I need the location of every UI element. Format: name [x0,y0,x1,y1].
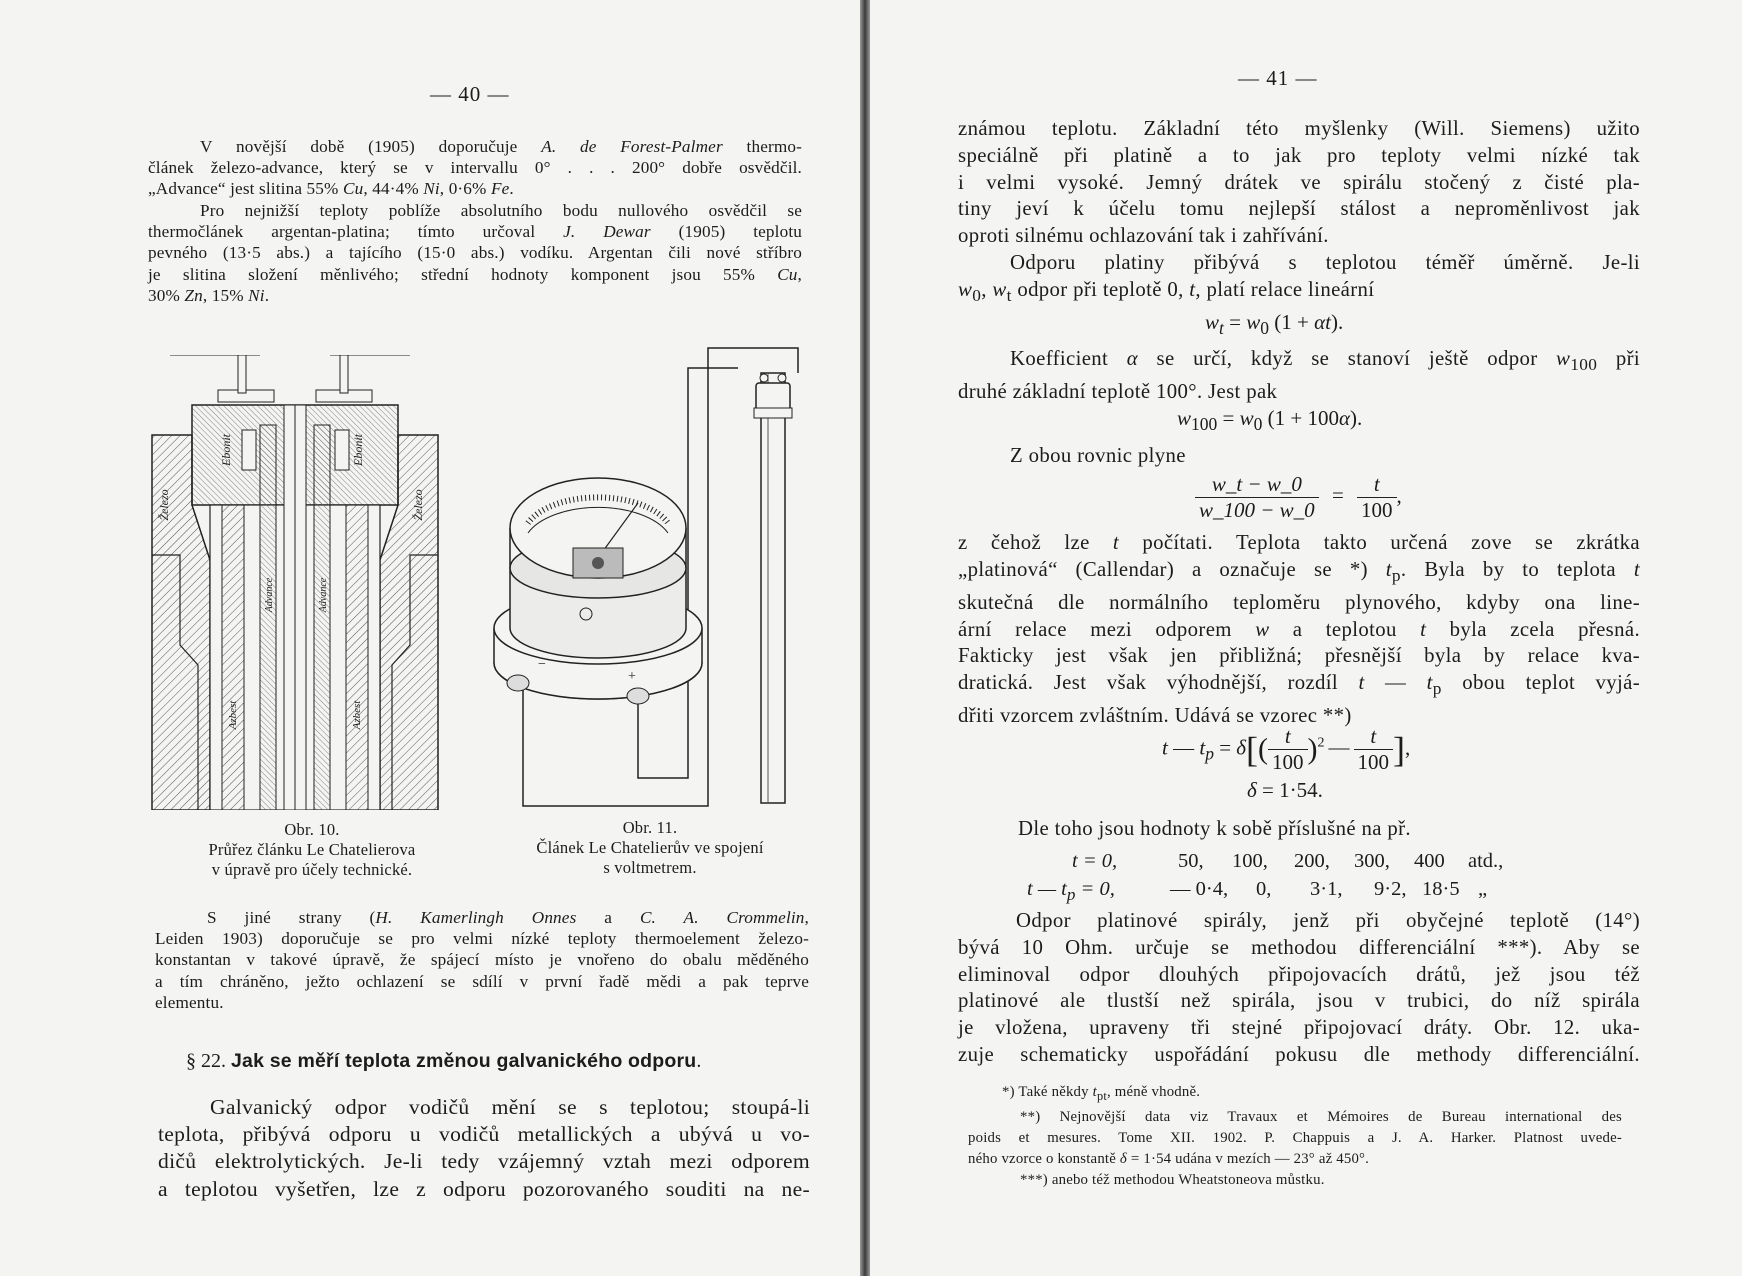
text-line: tiny jeví k účelu tomu nejlepší stálost a neproměnlivost jak [958,197,1640,221]
text-fragment: S jiné strany ( [207,908,376,927]
text-line: bývá 10 Ohm. určuje se methodou differenciální ***). Aby se [958,935,1640,959]
fraction-denominator: 100 [1272,750,1304,774]
math-subscript: p [1066,885,1076,905]
element-symbol: Ni [423,179,440,199]
text-fragment: ného vzorce o konstantě [968,1150,1120,1167]
element-symbol: Cu [342,179,364,199]
text-fragment: je slitina složení měnlivého; střední hodnoty komponent jsou 55% [148,264,778,284]
math-subscript: 0 [1260,318,1269,339]
table-cell: 200, [1294,850,1330,872]
text-fragment: — [1364,671,1427,695]
text-line: speciálně při platině a to jak pro teploty velmi nízké tak [958,143,1640,167]
section-heading [186,1050,701,1073]
element-symbol: Fe [490,179,510,199]
text-fragment: . [264,285,270,305]
text-line: Pro nejnižší teploty poblíže absolutního bodu nullového osvědčil se [200,201,802,220]
caption-line: Obr. 10. [284,820,340,839]
section-number: § 22. [186,1050,226,1072]
label-ebonit-left: Ebonit [219,434,233,466]
text-line: je vložena, upraveny tři stejné připojovací dráty. Obr. 12. uka- [958,1016,1640,1040]
math-symbol: t [1112,531,1120,554]
author-name: J. Dewar [563,222,651,242]
math-subscript: p [1391,565,1401,585]
text-line: platinové ale tlustší než spirála, jsou v trubici, do níž spirála [958,989,1640,1013]
text-line: dičů elektrolytických. Je-li tedy vzájemný vztah mezi odporem [158,1149,810,1174]
right-paragraph-1 [958,116,1640,250]
text-fragment: , platí relace lineární [1195,277,1375,301]
math-symbol: w [1255,617,1270,641]
page-number-left: — 40 — [430,82,510,106]
text-line: článek železo-advance, který se v intervallu 0° . . . 200° dobře osvědčil. [148,158,802,178]
math-symbol: t [1162,735,1168,760]
table-row-label [1027,878,1115,905]
footnote-3: ***) anebo též methodou Wheatstoneova můstku. [1020,1171,1325,1188]
page-number-right: — 41 — [1238,66,1318,90]
math-symbol: t [1199,735,1206,760]
text-fragment: thermočlánek argentan-platina; tímto určoval [148,222,564,242]
math-subscript: 100 [1570,355,1598,375]
left-paragraph-1 [148,136,802,200]
text-fragment: 30% [148,285,185,305]
fraction [1357,472,1397,523]
figure-11-caption [505,818,795,878]
text-fragment: , [804,908,809,927]
fraction-denominator: w_100 − w_0 [1199,498,1315,522]
math-symbol: t [1420,617,1427,641]
caption-line: Průřez článku Le Chatelierova [208,840,416,859]
text-fragment: dratická. Jest však výhodnější, rozdíl [958,671,1359,695]
math-symbol: w [1239,406,1254,430]
table-cell: „ [1478,878,1488,900]
formula-delta-value [1247,778,1323,803]
fraction-numerator: t [1354,724,1394,750]
svg-text:+: + [628,669,636,684]
table-cell: 9·2, [1374,878,1407,900]
fraction [1354,724,1394,775]
text-line: známou teplotu. Základní této myšlenky (Will. Siemens) užito [958,117,1640,140]
math-symbol: αt [1314,310,1331,334]
text-fragment: thermo- [722,137,802,156]
footnotes [968,1082,1622,1191]
text-fragment: počítati. Teplota takto určená zove se zkrátka [1119,531,1640,554]
label-zelezo-right: Železo [411,489,425,521]
math-operator: = [1256,778,1280,802]
text-line: a teplotou vyšetřen, lze z odporu pozorovaného souditi na ne- [158,1176,810,1201]
text-fragment: odpor při teplotě 0, [1011,277,1190,301]
caption-line: v úpravě pro účely technické. [211,860,413,879]
formula-quadratic [1162,724,1410,775]
svg-text:−: − [538,657,546,672]
label-advance-left: Advance [264,577,275,613]
author-name: C. A. Crommelin [639,908,805,927]
text-line: druhé základní teplotě 100°. Jest pak [958,379,1278,403]
text-line: pevného (13·5 abs.) a tajícího (15·0 abs.) vodíku. Argentan čili nové stříbro [148,243,802,263]
math-symbol: δ [1247,778,1257,802]
math-subscript: p [1432,679,1442,699]
text-fragment: se určí, když se stanoví ještě odpor [1137,347,1557,370]
footnote-2 [968,1149,1622,1170]
math-subscript: t [1219,318,1224,339]
bracket: ] [1393,729,1406,770]
figure-10-caption [182,820,442,880]
math-symbol: t [1092,1084,1097,1100]
figure-10-cross-section [150,355,440,810]
text-fragment: , [797,264,802,284]
right-paragraph-2 [958,250,1640,310]
bracket: ) [1307,732,1318,766]
text-fragment: ární relace mezi odporem [958,617,1256,641]
formula-w100 [1177,406,1362,435]
author-name: H. Kamerlingh Onnes [375,908,577,927]
right-paragraph-5 [958,530,1640,730]
formula-ratio [1195,472,1402,523]
table-cell: atd., [1468,850,1504,872]
fraction-numerator: t [1268,724,1308,750]
math-subscript: pt [1096,1088,1107,1103]
table-cell: 18·5 [1422,878,1460,900]
table-cell: 0, [1256,878,1272,900]
text-fragment: a teplotou [1269,617,1421,641]
text-fragment: , méně vhodně. [1106,1084,1201,1100]
math-symbol: t [1358,671,1365,695]
figure-11-voltmeter [488,328,808,808]
left-paragraph-2 [148,200,802,306]
math-operator: — [1167,735,1200,760]
label-advance-right: Advance [318,577,329,613]
math-symbol: δ [1119,1150,1127,1167]
fraction [1268,724,1308,775]
label-azbest-right: Azbest [351,700,363,730]
formula-linear-relation [1205,310,1343,339]
math-symbol: w [1177,406,1192,430]
table-cell: t = 0, [1072,850,1118,872]
math-operator: , [1405,735,1411,760]
text-line: teplota, přibývá odporu u vodičů metallických a ubývá u vo- [158,1122,810,1147]
section-title: Jak se měří teplota změnou galvanického odporu [231,1050,697,1072]
element-symbol: Ni [248,285,265,305]
text-fragment: , 0·6% [439,179,491,199]
math-operator: ). [1330,310,1344,334]
text-line: dřiti vzorcem zvláštním. Udává se vzorec **) [958,704,1352,728]
text-fragment: při [1597,347,1640,370]
math-operator: ). [1350,406,1363,430]
math-symbol: w [992,277,1007,301]
section-title-end: . [696,1050,702,1072]
math-symbol: α [1126,347,1138,370]
table-cell: 300, [1354,850,1390,872]
math-operator: (1 + [1269,310,1315,334]
text-line: eliminoval odpor dlouhých připojovacích drátů, jež jsou též [958,962,1640,986]
math-subscript: 0 [1253,414,1263,435]
text-fragment: *) Také někdy [1002,1084,1093,1100]
math-subscript: p [1205,743,1214,764]
bracket: ( [1258,732,1269,766]
caption-line: s voltmetrem. [603,858,697,877]
text-line: konstantan v takové úpravě, že spájecí místo je vnořeno do obalu měděného [155,950,809,970]
math-subscript: 0 [972,285,982,305]
math-operator: = [1217,406,1240,430]
math-symbol: t [1426,671,1433,695]
fraction-numerator: t [1357,472,1397,498]
math-symbol: w [1246,310,1261,334]
math-symbol: w [958,277,973,301]
text-line: Odporu platiny přibývá s teplotou téměř úměrně. Je-li [1010,251,1640,274]
left-paragraph-4 [158,1094,810,1203]
text-line: skutečná dle normálního teploměru plynového, kdyby ona line- [958,590,1640,614]
text-fragment: . Byla by to teplota [1400,557,1634,581]
table-cell: = 0, [1075,878,1115,900]
math-subscript: 100 [1191,414,1218,435]
book-gutter [860,0,870,1276]
right-paragraph-4: Z obou rovnic plyne [1010,444,1186,467]
text-line: zuje schematicky uspořádání pokusu dle methody differenciální. [958,1042,1640,1066]
caption-line: Obr. 11. [622,818,678,837]
table-cell: 400 [1414,850,1445,872]
text-fragment: V novější době (1905) doporučuje [200,137,542,156]
caption-line: Článek Le Chatelierův ve spojení [536,838,764,857]
label-azbest-left: Azbest [227,700,239,730]
text-line: Leiden 1903) doporučuje se pro velmi nízké teploty thermoelement železo- [155,929,809,949]
table-row-label [1072,850,1117,873]
label-zelezo-left: Železo [157,489,171,521]
text-fragment: = 1·54 udána v mezích — 23° až 450°. [1127,1150,1370,1167]
text-line: Fakticky jest však jen přibližná; přesnější byla by relace kva- [958,644,1640,668]
math-exponent: 2 [1317,735,1325,751]
right-paragraph-6: Dle toho jsou hodnoty k sobě příslušné na př. [1018,817,1411,840]
math-operator: (1 + 100 [1262,406,1339,430]
text-line: Galvanický odpor vodičů mění se s teplotou; stoupá-li [210,1095,810,1119]
text-fragment: a [576,908,640,927]
table-cell: — 0·4, [1170,878,1229,900]
label-ebonit-right: Ebonit [351,434,365,466]
math-value: 1·54. [1279,778,1323,802]
math-subscript: t [1006,285,1012,305]
math-operator: = [1213,735,1237,760]
math-operator: , [1396,483,1402,508]
footnote-2: poids et mesures. Tome XII. 1902. P. Chappuis a J. A. Harker. Platnost uvede- [968,1129,1622,1146]
text-fragment: (1905) teplotu [650,222,802,242]
author-name: A. de Forest-Palmer [541,137,723,156]
text-fragment: z čehož lze [958,531,1113,554]
math-operator: — [1328,735,1350,760]
left-paragraph-3 [155,907,809,1013]
text-fragment: , 15% [202,285,249,305]
right-paragraph-3 [958,346,1640,406]
math-symbol: t [1189,277,1196,301]
element-symbol: Cu [777,264,798,284]
math-operator: = [1331,483,1344,508]
math-operator: = [1223,310,1247,334]
math-symbol: δ [1236,735,1247,760]
fraction [1195,472,1319,523]
math-symbol: t [1385,557,1392,581]
text-line: elementu. [155,992,224,1012]
table-cell: 100, [1232,850,1268,872]
text-fragment: , [981,277,993,301]
footnote-2: **) Nejnovější data viz Travaux et Mémoires de Bureau international des [1020,1108,1622,1125]
fraction-denominator: 100 [1357,750,1390,774]
math-symbol: w [1556,347,1571,370]
text-fragment: „Advance“ jest slitina 55% [148,179,343,199]
text-fragment: . [509,179,514,199]
math-symbol: w [1205,310,1220,334]
bracket: [ [1246,729,1259,770]
text-line: a tím chráněno, ježto ochlazení se sdílí v první řadě mědi a pak teprve [155,971,809,991]
math-symbol: α [1338,406,1350,430]
text-line: Odpor platinové spirály, jenž při obyčejné teplotě (14°) [1016,909,1640,932]
fraction-numerator: w_t − w_0 [1195,472,1319,498]
footnote-1 [968,1082,1622,1107]
table-cell: 50, [1178,850,1204,872]
text-fragment: , 44·4% [363,179,424,199]
right-paragraph-7 [958,908,1640,1069]
text-fragment: byla zcela přesná. [1426,617,1640,641]
text-line: i velmi vysoké. Jemný drátek ve spirálu stočený z čisté pla- [958,170,1640,194]
text-fragment: Koefficient [1010,347,1127,370]
text-fragment: obou teplot vyjá- [1441,671,1640,695]
text-line: oproti silnému ochlazování tak i zahřívání. [958,224,1329,248]
fraction-denominator: 100 [1361,498,1393,522]
table-cell: 3·1, [1310,878,1343,900]
text-fragment: „platinová“ (Callendar) a označuje se *) [958,557,1386,581]
table-cell: t — t [1027,878,1067,900]
math-symbol: t [1633,557,1640,581]
element-symbol: Zn [184,285,203,305]
